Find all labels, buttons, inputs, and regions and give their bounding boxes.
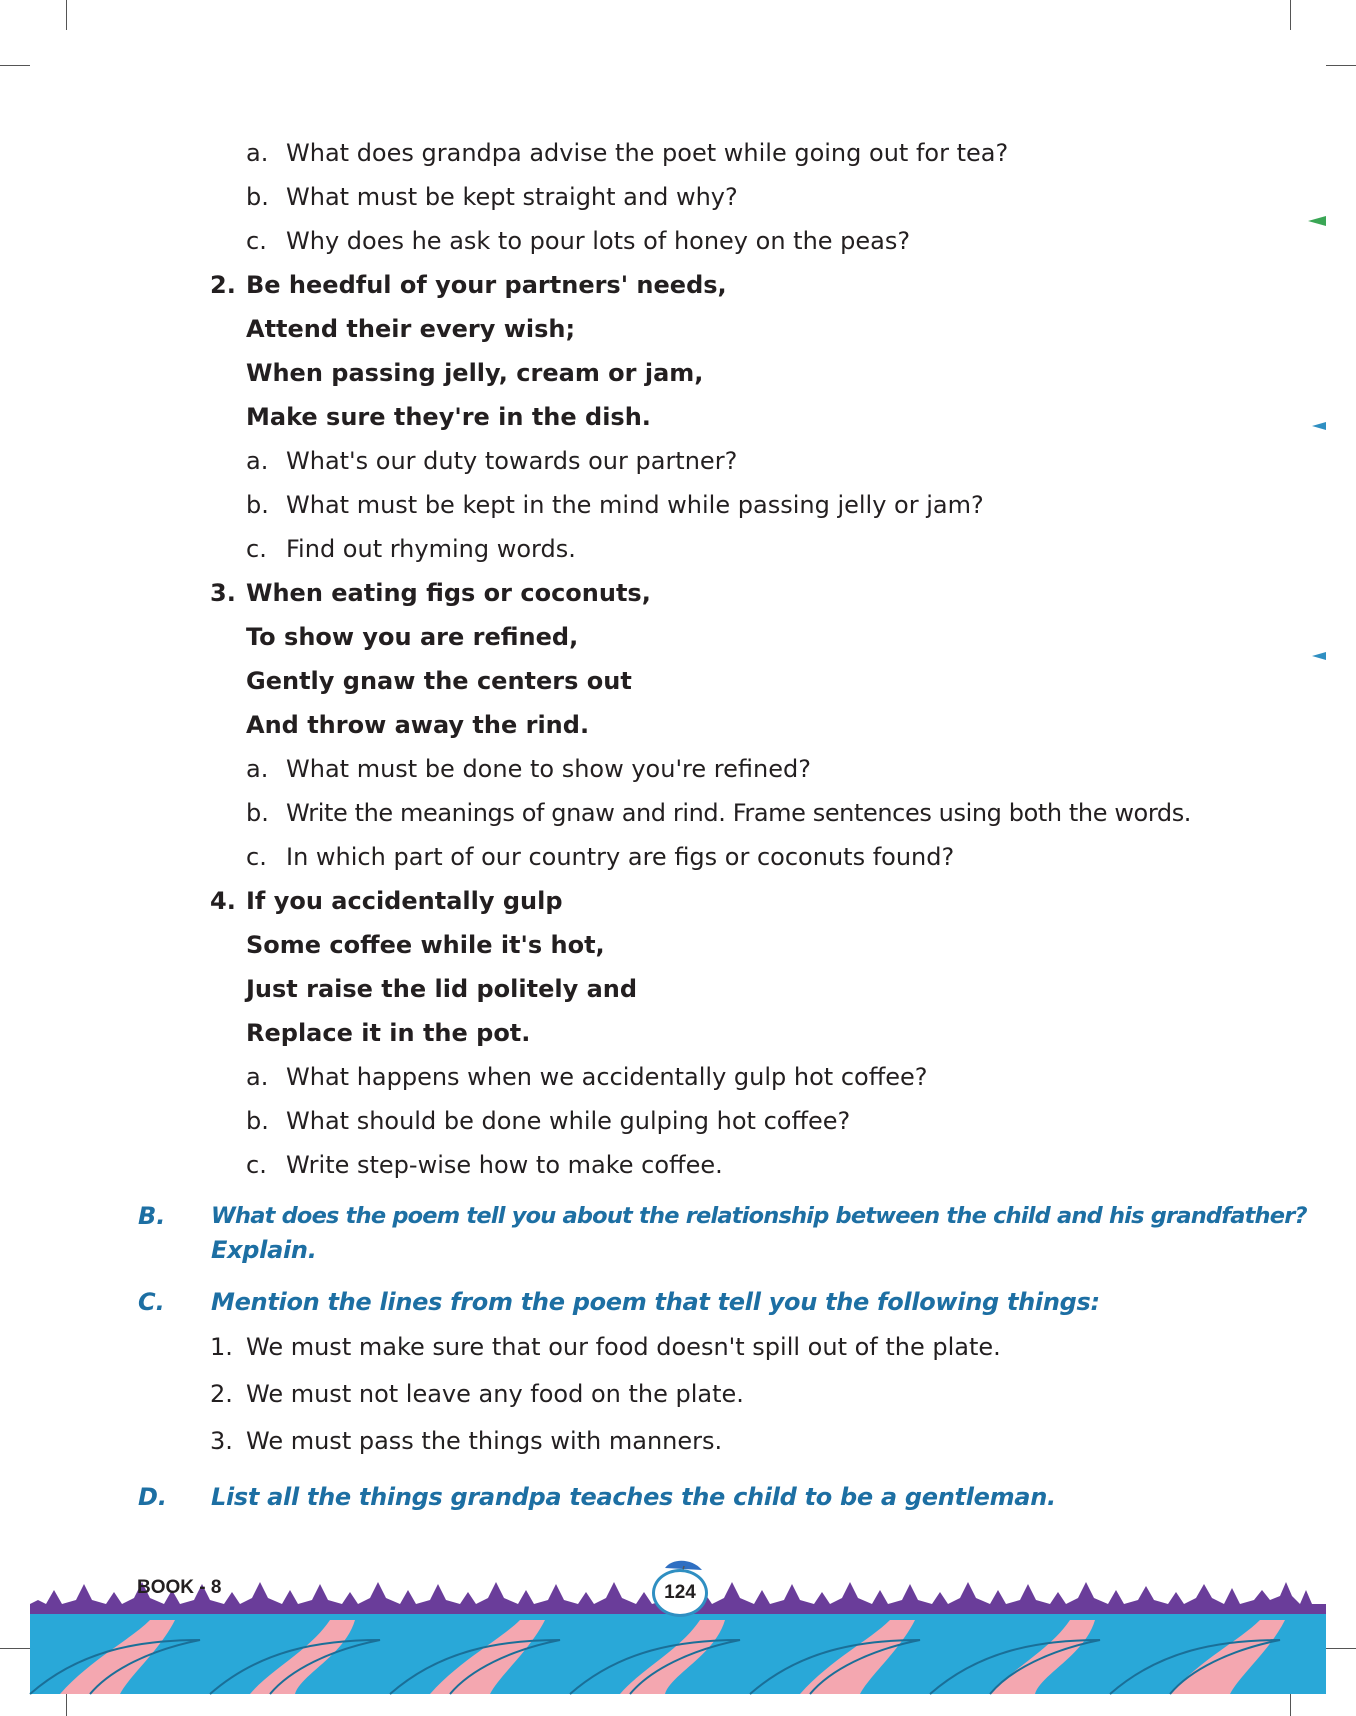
item-text: What's our duty towards our partner? xyxy=(286,447,738,475)
stanza-number: 3. xyxy=(210,579,236,607)
section-letter: B. xyxy=(138,1202,166,1230)
item-text: Write step-wise how to make coffee. xyxy=(286,1151,723,1179)
section-letter: D. xyxy=(138,1483,168,1511)
item-text: Why does he ask to pour lots of honey on the peas? xyxy=(286,227,911,255)
crop-mark-top-left-vertical xyxy=(66,0,67,30)
margin-marker-icon xyxy=(1308,651,1326,661)
page-number: 124 xyxy=(652,1569,708,1617)
item-number: 3. xyxy=(210,1427,233,1455)
crop-mark-top-right-horizontal xyxy=(1326,65,1356,66)
margin-marker-icon xyxy=(1308,216,1326,226)
crop-mark-top-right-vertical xyxy=(1290,0,1291,30)
item-letter: c. xyxy=(246,227,267,255)
section-title: Mention the lines from the poem that tell you the following things: xyxy=(211,1288,1100,1316)
stanza-text: Just raise the lid politely and xyxy=(246,975,638,1003)
crop-mark-top-left-horizontal xyxy=(0,65,30,66)
stanza-text: Attend their every wish; xyxy=(246,315,576,343)
item-letter: b. xyxy=(246,491,269,519)
item-letter: c. xyxy=(246,535,267,563)
stanza-text: And throw away the rind. xyxy=(246,711,590,739)
item-letter: c. xyxy=(246,1151,267,1179)
item-text: Write the meanings of gnaw and rind. Frame sentences using both the words. xyxy=(286,799,1192,827)
item-text: What must be kept in the mind while passing jelly or jam? xyxy=(286,491,984,519)
stanza-text: When passing jelly, cream or jam, xyxy=(246,359,704,387)
item-number: 1. xyxy=(210,1333,233,1361)
stanza-text: When eating figs or coconuts, xyxy=(246,579,651,607)
item-number: 2. xyxy=(210,1380,233,1408)
item-letter: a. xyxy=(246,1063,269,1091)
item-text: We must not leave any food on the plate. xyxy=(246,1380,744,1408)
stanza-number: 4. xyxy=(210,887,236,915)
section-title: List all the things grandpa teaches the child to be a gentleman. xyxy=(211,1483,1056,1511)
section-title: Explain. xyxy=(211,1236,317,1264)
stanza-text: Some coffee while it's hot, xyxy=(246,931,605,959)
item-letter: a. xyxy=(246,755,269,783)
item-letter: b. xyxy=(246,799,269,827)
item-text: In which part of our country are figs or coconuts found? xyxy=(286,843,955,871)
section-title: What does the poem tell you about the relationship between the child and his grandfather? xyxy=(211,1203,1307,1229)
stanza-text: Replace it in the pot. xyxy=(246,1019,531,1047)
stanza-number: 2. xyxy=(210,271,236,299)
section-letter: C. xyxy=(138,1288,165,1316)
item-text: What does grandpa advise the poet while going out for tea? xyxy=(286,139,1009,167)
book-label: BOOK - 8 xyxy=(137,1577,222,1598)
item-letter: b. xyxy=(246,183,269,211)
stanza-text: Be heedful of your partners' needs, xyxy=(246,271,727,299)
stanza-text: To show you are refined, xyxy=(246,623,579,651)
stanza-text: Gently gnaw the centers out xyxy=(246,667,632,695)
item-letter: a. xyxy=(246,139,269,167)
margin-marker-icon xyxy=(1308,421,1326,431)
item-letter: c. xyxy=(246,843,267,871)
item-text: What should be done while gulping hot coffee? xyxy=(286,1107,851,1135)
item-text: What happens when we accidentally gulp hot coffee? xyxy=(286,1063,928,1091)
item-text: What must be kept straight and why? xyxy=(286,183,738,211)
item-letter: a. xyxy=(246,447,269,475)
item-text: Find out rhyming words. xyxy=(286,535,576,563)
item-text: We must make sure that our food doesn't spill out of the plate. xyxy=(246,1333,1001,1361)
item-text: What must be done to show you're refined? xyxy=(286,755,811,783)
item-text: We must pass the things with manners. xyxy=(246,1427,723,1455)
stanza-text: If you accidentally gulp xyxy=(246,887,563,915)
item-letter: b. xyxy=(246,1107,269,1135)
stanza-text: Make sure they're in the dish. xyxy=(246,403,651,431)
